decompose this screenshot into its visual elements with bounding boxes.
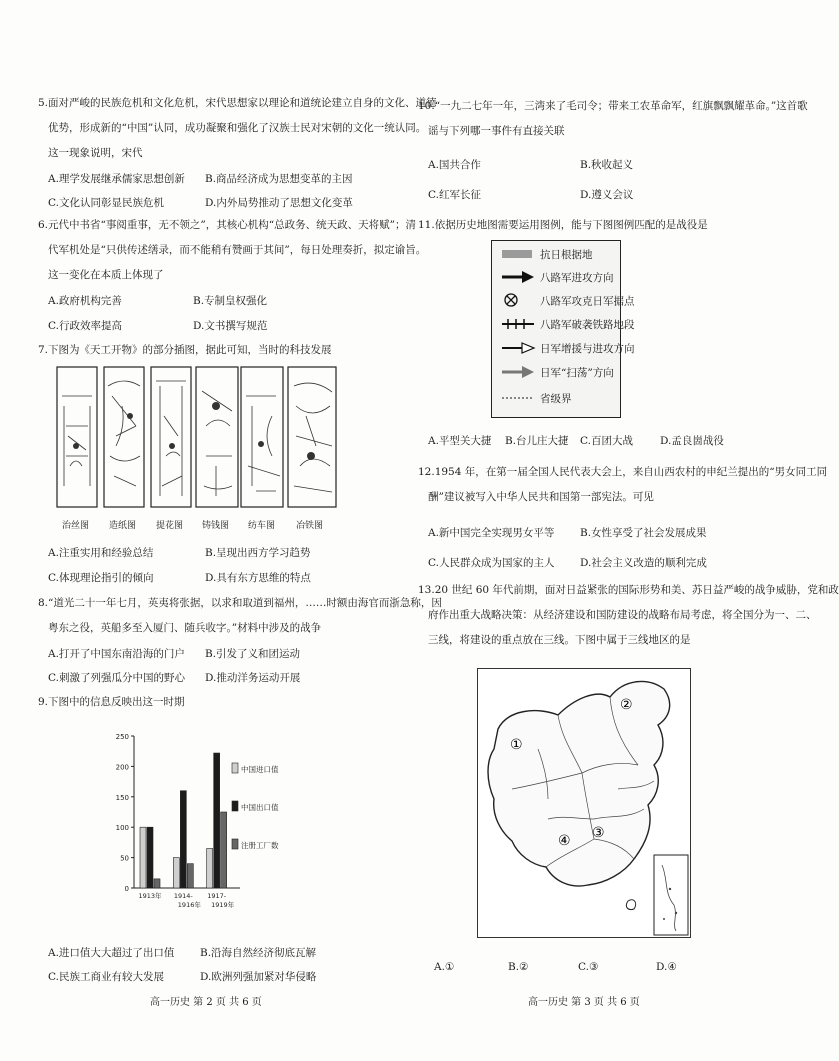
q10-line-1: 10.“一九二七年一年，三湾来了毛司令；带来工农革命军，红旗飘飘耀革命。”这首歌 bbox=[418, 100, 808, 112]
q7-option-a[interactable]: A.注重实用和经验总结 bbox=[48, 547, 154, 559]
caption-4: 铸钱图 bbox=[202, 521, 230, 531]
q5-line-3: 这一现象说明，宋代 bbox=[48, 147, 143, 159]
q7-line-1: 7.下图为《天工开物》的部分插图，据此可知，当时的科技发展 bbox=[38, 344, 332, 356]
illustration-captions bbox=[56, 518, 338, 532]
q13-line-1: 13.20 世纪 60 年代前期，面对日益紧张的国际形势和美、苏日益严峻的战争威胁，党和政 bbox=[418, 584, 839, 596]
y-tick-label-2: 100 bbox=[115, 824, 129, 833]
caption-2: 造纸图 bbox=[109, 521, 137, 531]
q7-option-d[interactable]: D.具有东方思维的特点 bbox=[205, 572, 311, 584]
q11-option-a[interactable]: A.平型关大捷 bbox=[428, 435, 492, 447]
x-tick-label-2-0: 1917- bbox=[207, 892, 227, 900]
dotted-line-icon bbox=[502, 393, 536, 406]
bar-2-2 bbox=[221, 812, 227, 888]
bar-0-1 bbox=[173, 858, 179, 888]
q13-option-a[interactable]: A.① bbox=[434, 961, 455, 973]
china-map bbox=[477, 668, 691, 938]
tiangong-kaiwu-illustrations bbox=[56, 366, 338, 510]
q5-option-a[interactable]: A.理学发展继承儒家思想创新 bbox=[48, 173, 185, 185]
legend-eighth-route-attack: 八路军进攻方向 bbox=[502, 270, 614, 286]
bar-2-1 bbox=[187, 864, 193, 888]
q12-line-2: 酬”建议被写入中华人民共和国第一部宪法。可见 bbox=[428, 491, 654, 503]
y-tick-label-1: 50 bbox=[120, 854, 129, 863]
q6-option-a[interactable]: A.政府机构完善 bbox=[48, 295, 122, 307]
legend-province-border: 省级界 bbox=[502, 391, 572, 406]
caption-6: 冶铁图 bbox=[296, 521, 324, 531]
q5-line-2: 优势，形成新的“中国”认同，成功凝聚和强化了汉族士民对宋朝的文化一统认同。 bbox=[48, 122, 427, 134]
bar-2-0 bbox=[154, 879, 160, 888]
bar-0-2 bbox=[207, 848, 213, 888]
legend-railway-sabotage: 八路军破袭铁路地段 bbox=[502, 317, 635, 333]
q5-option-d[interactable]: D.内外局势推动了思想文化变革 bbox=[205, 197, 353, 209]
q11-option-d[interactable]: D.孟良崮战役 bbox=[660, 435, 724, 447]
bar-1-2 bbox=[214, 753, 220, 888]
q5-option-b[interactable]: B.商品经济成为思想变革的主因 bbox=[205, 173, 353, 185]
y-tick-label-0: 0 bbox=[124, 885, 129, 893]
q7-option-c[interactable]: C.体现理论指引的倾向 bbox=[48, 572, 154, 584]
legend-label-2: 注册工厂数 bbox=[241, 841, 279, 850]
q13-line-3: 三线，将建设的重点放在三线。下图中属于三线地区的是 bbox=[428, 634, 691, 646]
crossed-circle-icon bbox=[502, 293, 536, 310]
gray-arrow-icon bbox=[502, 366, 536, 381]
q11-option-c[interactable]: C.百团大战 bbox=[580, 435, 633, 447]
y-tick-label-5: 250 bbox=[115, 733, 129, 741]
q9-option-a[interactable]: A.进口值大大超过了出口值 bbox=[48, 947, 175, 959]
q13-line-2: 府作出重大战略决策：从经济建设和国防建设的战略布局考虑，将全国分为一、二、 bbox=[428, 609, 817, 621]
legend-japanese-mopup: 日军“扫荡”方向 bbox=[502, 365, 614, 381]
q10-option-d[interactable]: D.遵义会议 bbox=[580, 189, 634, 201]
y-tick-label-4: 200 bbox=[115, 763, 129, 772]
trade-bar-chart bbox=[108, 728, 308, 926]
map-marker-1: ① bbox=[510, 737, 523, 753]
q9-option-b[interactable]: B.沿海自然经济彻底瓦解 bbox=[200, 947, 317, 959]
legend-label-1: 中国出口值 bbox=[241, 803, 279, 812]
legend-label-0: 中国进口值 bbox=[241, 765, 279, 774]
q8-option-c[interactable]: C.刺激了列强瓜分中国的野心 bbox=[48, 672, 185, 684]
q8-option-b[interactable]: B.引发了义和团运动 bbox=[205, 648, 301, 660]
bar-1-1 bbox=[180, 791, 186, 888]
q13-option-c[interactable]: C.③ bbox=[578, 961, 599, 973]
q12-option-b[interactable]: B.女性享受了社会发展成果 bbox=[580, 527, 707, 539]
x-tick-label-2-1: 1919年 bbox=[211, 901, 235, 909]
bar-0-0 bbox=[140, 827, 146, 888]
q8-line-1: 8.“道光二十一年七月，英夷将张据，以求和取道到福州，……时额由海官而浙急称，因 bbox=[38, 597, 442, 609]
q6-line-2: 代军机处是“只供传述缮录，而不能稍有赞画于其间”，每日处理奏折，拟定谕旨。 bbox=[48, 244, 427, 256]
x-tick-label-0-0: 1913年 bbox=[138, 892, 162, 900]
q10-line-2: 谣与下列哪一事件有直接关联 bbox=[428, 125, 565, 137]
q9-option-d[interactable]: D.欧洲列强加紧对华侵略 bbox=[200, 971, 317, 983]
x-tick-label-1-1: 1916年 bbox=[177, 901, 201, 909]
legend-base-area: 抗日根据地 bbox=[502, 247, 593, 262]
legend-capture-stronghold: 八路军攻克日军据点 bbox=[502, 293, 635, 310]
map-marker-3: ③ bbox=[592, 825, 605, 841]
legend-japanese-advance: 日军增援与进攻方向 bbox=[502, 341, 635, 357]
y-tick-label-3: 150 bbox=[115, 793, 129, 802]
legend-swatch-2 bbox=[232, 839, 238, 849]
q11-option-b[interactable]: B.台儿庄大捷 bbox=[505, 435, 569, 447]
q8-option-a[interactable]: A.打开了中国东南沿海的门户 bbox=[48, 648, 185, 660]
hollow-arrow-icon bbox=[502, 342, 536, 357]
q7-option-b[interactable]: B.呈现出西方学习趋势 bbox=[205, 547, 311, 559]
q10-option-b[interactable]: B.秋收起义 bbox=[580, 159, 634, 171]
q12-option-a[interactable]: A.新中国完全实现男女平等 bbox=[428, 527, 555, 539]
map-marker-4: ④ bbox=[558, 833, 571, 849]
caption-3: 提花图 bbox=[156, 521, 184, 531]
q9-option-c[interactable]: C.民族工商业有较大发展 bbox=[48, 971, 164, 983]
q10-option-c[interactable]: C.红军长征 bbox=[428, 189, 481, 201]
map-legend-panel bbox=[491, 240, 635, 418]
solid-arrow-icon bbox=[502, 271, 536, 286]
q13-option-b[interactable]: B.② bbox=[508, 961, 529, 973]
q11-line-1: 11.依据历史地图需要运用图例，能与下图图例匹配的是战役是 bbox=[418, 219, 708, 231]
q13-option-d[interactable]: D.④ bbox=[656, 961, 677, 973]
q8-option-d[interactable]: D.推动洋务运动开展 bbox=[205, 672, 301, 684]
q12-option-c[interactable]: C.人民群众成为国家的主人 bbox=[428, 557, 555, 569]
right-page-footer: 高一历史 第 3 页 共 6 页 bbox=[528, 997, 640, 1008]
legend-swatch-0 bbox=[232, 763, 238, 773]
q6-line-1: 6.元代中书省“事阅重事，无不领之”，其核心机构“总政务、统天政、天将赋”；清 bbox=[38, 219, 416, 231]
bar-1-0 bbox=[147, 827, 153, 888]
q5-option-c[interactable]: C.文化认同彰显民族危机 bbox=[48, 197, 164, 209]
q12-option-d[interactable]: D.社会主义改造的顺利完成 bbox=[580, 557, 707, 569]
caption-5: 纺车图 bbox=[248, 521, 276, 531]
caption-1: 治丝图 bbox=[62, 521, 90, 531]
base-area-icon bbox=[502, 249, 536, 262]
left-page-footer: 高一历史 第 2 页 共 6 页 bbox=[150, 997, 262, 1008]
railway-sabotage-icon bbox=[502, 318, 536, 333]
q6-option-c[interactable]: C.行政效率提高 bbox=[48, 320, 122, 332]
map-marker-2: ② bbox=[620, 697, 633, 713]
q6-option-d[interactable]: D.文书撰写规范 bbox=[193, 320, 268, 332]
q6-option-b[interactable]: B.专制皇权强化 bbox=[193, 295, 268, 307]
q12-line-1: 12.1954 年，在第一届全国人民代表大会上，来自山西农村的申纪兰提出的“男女同工同 bbox=[418, 466, 828, 478]
x-tick-label-1-0: 1914- bbox=[173, 892, 193, 900]
q9-line-1: 9.下图中的信息反映出这一时期 bbox=[38, 696, 185, 708]
q5-line-1: 5.面对严峻的民族危机和文化危机，宋代思想家以理论和道统论建立自身的文化、道德 bbox=[38, 97, 437, 109]
legend-swatch-1 bbox=[232, 801, 238, 811]
q6-line-3: 这一变化在本质上体现了 bbox=[48, 269, 164, 281]
q10-option-a[interactable]: A.国共合作 bbox=[428, 159, 481, 171]
q8-line-2: 粤东之役，英船多至入厦门、随兵收字。”材料中涉及的战争 bbox=[48, 622, 322, 634]
